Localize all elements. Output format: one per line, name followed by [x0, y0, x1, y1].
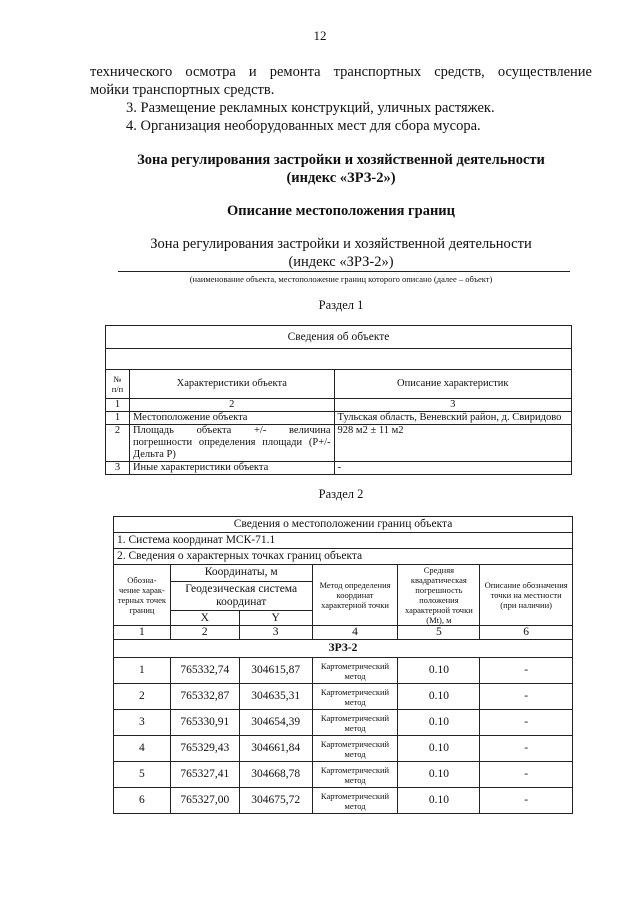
- object-name-underline: [118, 271, 570, 272]
- header-y: Y: [239, 611, 312, 626]
- point-error: 0.10: [398, 710, 480, 736]
- characteristic-value: Тульская область, Веневский район, д. Свиридово: [334, 412, 571, 425]
- point-x: 765329,43: [170, 736, 239, 762]
- point-y: 304615,87: [239, 658, 312, 684]
- header-error: Средняя квадратическая погрешность положения характерной точки (Mt), м: [398, 565, 480, 626]
- point-x: 765327,00: [170, 788, 239, 814]
- point-y: 304654,39: [239, 710, 312, 736]
- point-description: -: [480, 788, 573, 814]
- row-num: 2: [106, 425, 130, 462]
- point-id: 6: [114, 788, 171, 814]
- section2-title: Раздел 2: [318, 487, 364, 501]
- group-label: ЗРЗ-2: [114, 640, 573, 658]
- point-method: Картометрический метод: [312, 684, 398, 710]
- point-error: 0.10: [398, 788, 480, 814]
- point-id: 4: [114, 736, 171, 762]
- object-info-title: Сведения об объекте: [106, 326, 572, 349]
- row-num: 1: [106, 412, 130, 425]
- point-description: -: [480, 736, 573, 762]
- col-number: 1: [106, 399, 130, 412]
- header-designation: Обозна-чение харак-терных точек границ: [114, 565, 171, 626]
- col-number: 4: [312, 626, 398, 640]
- characteristic-value: -: [334, 462, 571, 475]
- col-number: 6: [480, 626, 573, 640]
- point-description: -: [480, 762, 573, 788]
- section1-title: Раздел 1: [318, 298, 364, 312]
- point-error: 0.10: [398, 762, 480, 788]
- intro-line-2: мойки транспортных средств.: [90, 82, 275, 98]
- col-number: 2: [170, 626, 239, 640]
- point-id: 2: [114, 684, 171, 710]
- coordinate-system: 1. Система координат МСК-71.1: [114, 533, 573, 549]
- boundary-table-title: Сведения о местоположении границ объекта: [114, 517, 573, 533]
- point-id: 3: [114, 710, 171, 736]
- characteristic-name: Местоположение объекта: [129, 412, 334, 425]
- point-x: 765330,91: [170, 710, 239, 736]
- point-method: Картометрический метод: [312, 710, 398, 736]
- intro-line-1: технического осмотра и ремонта транспортных средств, осуществление: [90, 64, 592, 80]
- point-y: 304635,31: [239, 684, 312, 710]
- point-x: 765327,41: [170, 762, 239, 788]
- header-description: Описание характеристик: [334, 370, 571, 399]
- row-num: 3: [106, 462, 130, 475]
- boundary-points-table: [113, 516, 573, 814]
- zone-heading-line-2: (индекс «ЗРЗ-2»): [286, 170, 396, 186]
- col-number: 3: [334, 399, 571, 412]
- object-info-table: [105, 325, 572, 475]
- point-y: 304661,84: [239, 736, 312, 762]
- object-name-line-1: Зона регулирования застройки и хозяйственной деятельности: [150, 236, 532, 252]
- point-method: Картометрический метод: [312, 658, 398, 684]
- header-description: Описание обозначения точки на местности (при наличии): [480, 565, 573, 626]
- header-geodetic: Геодезическая система координат: [170, 581, 312, 610]
- characteristic-name: Иные характеристики объекта: [129, 462, 334, 475]
- header-coordinates: Координаты, м: [170, 565, 312, 582]
- point-id: 1: [114, 658, 171, 684]
- point-method: Картометрический метод: [312, 788, 398, 814]
- col-number: 5: [398, 626, 480, 640]
- point-description: -: [480, 710, 573, 736]
- point-description: -: [480, 684, 573, 710]
- intro-item-4: 4. Организация необорудованных мест для сбора мусора.: [126, 118, 481, 134]
- blank-row: [106, 349, 572, 370]
- header-x: X: [170, 611, 239, 626]
- description-heading: Описание местоположения границ: [226, 203, 456, 219]
- point-method: Картометрический метод: [312, 736, 398, 762]
- header-method: Метод определения координат характерной точки: [312, 565, 398, 626]
- characteristic-value: 928 м2 ± 11 м2: [334, 425, 571, 462]
- header-num: № п/п: [106, 370, 130, 399]
- header-characteristics: Характеристики объекта: [129, 370, 334, 399]
- col-number: 2: [129, 399, 334, 412]
- point-method: Картометрический метод: [312, 762, 398, 788]
- point-description: -: [480, 658, 573, 684]
- point-error: 0.10: [398, 684, 480, 710]
- point-y: 304668,78: [239, 762, 312, 788]
- col-number: 1: [114, 626, 171, 640]
- characteristic-name: Площадь объекта +/- величина погрешности определения площади (Р+/- Дельта Р): [129, 425, 334, 462]
- point-error: 0.10: [398, 658, 480, 684]
- point-x: 765332,74: [170, 658, 239, 684]
- intro-item-3: 3. Размещение рекламных конструкций, уличных растяжек.: [126, 100, 495, 116]
- point-x: 765332,87: [170, 684, 239, 710]
- zone-heading-line-1: Зона регулирования застройки и хозяйственной деятельности: [137, 152, 545, 168]
- point-y: 304675,72: [239, 788, 312, 814]
- page-number: 12: [313, 28, 327, 43]
- points-info: 2. Сведения о характерных точках границ объекта: [114, 549, 573, 565]
- object-name-line-2: (индекс «ЗРЗ-2»): [288, 254, 394, 270]
- point-id: 5: [114, 762, 171, 788]
- point-error: 0.10: [398, 736, 480, 762]
- object-name-caption: (наименование объекта, местоположение границ которого описано (далее – объект): [189, 274, 493, 284]
- col-number: 3: [239, 626, 312, 640]
